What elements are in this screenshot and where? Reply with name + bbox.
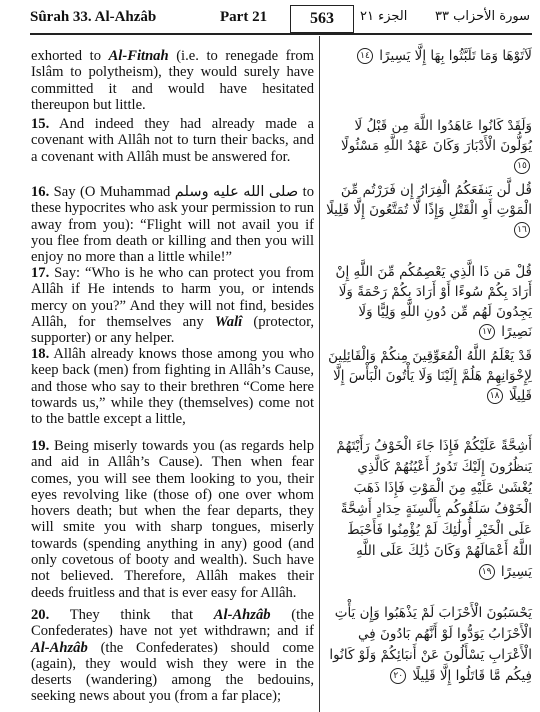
verse-number: 17. <box>31 265 50 281</box>
verse-number: 20. <box>31 607 50 623</box>
arabic-verse-16: قُل لَّن يَنفَعَكُمُ الْفِرَارُ إِن فَرَرْتُم مِّنَ الْمَوْتِ أَوِ الْقَتْلِ وَإِذًا لَّا تُمَتَّعُونَ إِلَّا قَلِيلًا ١٦ <box>326 180 532 240</box>
arabic-verse-18: قَدْ يَعْلَمُ اللَّهُ الْمُعَوِّقِينَ مِنكُمْ وَالْقَائِلِينَ لِإِخْوَانِهِمْ هَلُمَّ إِلَيْنَا وَلَا يَأْتُونَ الْبَأْسَ إِلَّا قَلِيلًا ١٨ <box>328 348 532 404</box>
verse-number: 19. <box>31 438 50 454</box>
surah-title-arabic: سورة الأحزاب ٣٣ <box>434 9 530 24</box>
ayah-number-marker: ١٦ <box>514 222 530 238</box>
verse-18-translation: 18. Allâh already knows those among you who keep back (men) from fighting in Allâh’s Cause, and those who say to their brethren “Come here towards us,” while they (themselves) come not to the battle except a little, <box>31 346 314 428</box>
arabic-verse-20: يَحْسَبُونَ الْأَحْزَابَ لَمْ يَذْهَبُوا وَإِن يَأْتِ الْأَحْزَابُ يَوَدُّوا لَوْ أَنَّهُم بَادُونَ فِي الْأَعْرَابِ يَسْأَلُونَ عَنْ أَنبَائِكُمْ وَلَوْ كَانُوا فِيكُم مَّا قَاتَلُوا إِلَّا قَلِيلًا ٢٠ <box>329 605 532 684</box>
ayah-number-marker: ١٩ <box>479 564 495 580</box>
verse-16-translation: 16. Say (O Muhammad صلى الله عليه وسلم to these hypocrites who ask your permission to run away from you): “Flight will not avail you if you flee from death or killing and then you will enjoy no more than a little while!” <box>31 184 314 266</box>
surah-title-english: Sûrah 33. Al-Ahzâb <box>30 9 157 25</box>
verse-number: 18. <box>31 346 50 362</box>
part-label: Part 21 <box>220 9 268 25</box>
column-divider <box>319 36 320 712</box>
ayah-number-marker: ١٤ <box>357 48 373 64</box>
verse-19-translation: 19. Being miserly towards you (as regards help and aid in Allâh’s Cause). Then when fear comes, you will see them looking to you, their eyes revolving like (those of) one over whom hovers death; but when the fear departs, they will smite you with sharp tongues, miserly towards (spending anything in any) good (and only covetous of booty and wealth). Such have not believed. Therefore, Allâh makes their deeds fruitless and that is ever easy for Allâh. <box>31 438 314 601</box>
page-header <box>30 6 530 32</box>
verse-number: 16. <box>31 184 50 200</box>
header-rule <box>30 33 532 35</box>
arabic-verse-17: قُلْ مَن ذَا الَّذِي يَعْصِمُكُم مِّنَ اللَّهِ إِنْ أَرَادَ بِكُمْ سُوءًا أَوْ أَرَادَ بِكُمْ رَحْمَةً وَلَا يَجِدُونَ لَهُم مِّن دُونِ اللَّهِ وَلِيًّا وَلَا نَصِيرًا ١٧ <box>335 264 532 340</box>
arabic-verse-15: وَلَقَدْ كَانُوا عَاهَدُوا اللَّهَ مِن قَبْلُ لَا يُوَلُّونَ الْأَدْبَارَ وَكَانَ عَهْدُ اللَّهِ مَسْئُولًا ١٥ <box>326 116 532 176</box>
page-number: 563 <box>290 5 354 33</box>
arabic-verse-14: لَآتَوْهَا وَمَا تَلَبَّثُوا بِهَا إِلَّا يَسِيرًا ١٤ <box>326 46 532 66</box>
juz-label-arabic: الجزء ٢١ <box>360 9 408 24</box>
verse-17-translation: 17. Say: “Who is he who can protect you from Allâh if He intends to harm you, or intends mercy on you?” And they will not find, besides Allâh, for themselves any Walî (protector, supporter) or any helper. <box>31 265 314 347</box>
ayah-number-marker: ١٨ <box>487 388 503 404</box>
verse-15-translation: 15. And indeed they had already made a covenant with Allâh not to turn their backs, and a covenant with Allâh must be answered for. <box>31 116 314 165</box>
ayah-number-marker: ٢٠ <box>390 668 406 684</box>
ayah-number-marker: ١٥ <box>514 158 530 174</box>
ayah-number-marker: ١٧ <box>479 324 495 340</box>
verse-number: 15. <box>31 116 50 132</box>
verse-14-continuation: exhorted to Al-Fitnah (i.e. to renegade from Islâm to polytheism), they would surely have committed it and would have hesitated thereupon but little. <box>31 48 314 113</box>
verse-20-translation: 20. They think that Al-Ahzâb (the Confederates) have not yet withdrawn; and if Al-Ahzâb (the Confederates) should come (again), they would wish they were in the deserts (wandering) among the bedouins, seeking news about you (from a far place); <box>31 607 314 705</box>
arabic-verse-19: أَشِحَّةً عَلَيْكُمْ فَإِذَا جَاءَ الْخَوْفُ رَأَيْتَهُمْ يَنظُرُونَ إِلَيْكَ تَدُورُ أَعْيُنُهُمْ كَالَّذِي يُغْشَىٰ عَلَيْهِ مِنَ الْمَوْتِ فَإِذَا ذَهَبَ الْخَوْفُ سَلَقُوكُم بِأَلْسِنَةٍ حِدَادٍ أَشِحَّةً عَلَى الْخَيْرِ أُولَٰئِكَ لَمْ يُؤْمِنُوا فَأَحْبَطَ اللَّهُ أَعْمَالَهُمْ وَكَانَ ذَٰلِكَ عَلَى اللَّهِ يَسِيرًا ١٩ <box>336 438 532 580</box>
